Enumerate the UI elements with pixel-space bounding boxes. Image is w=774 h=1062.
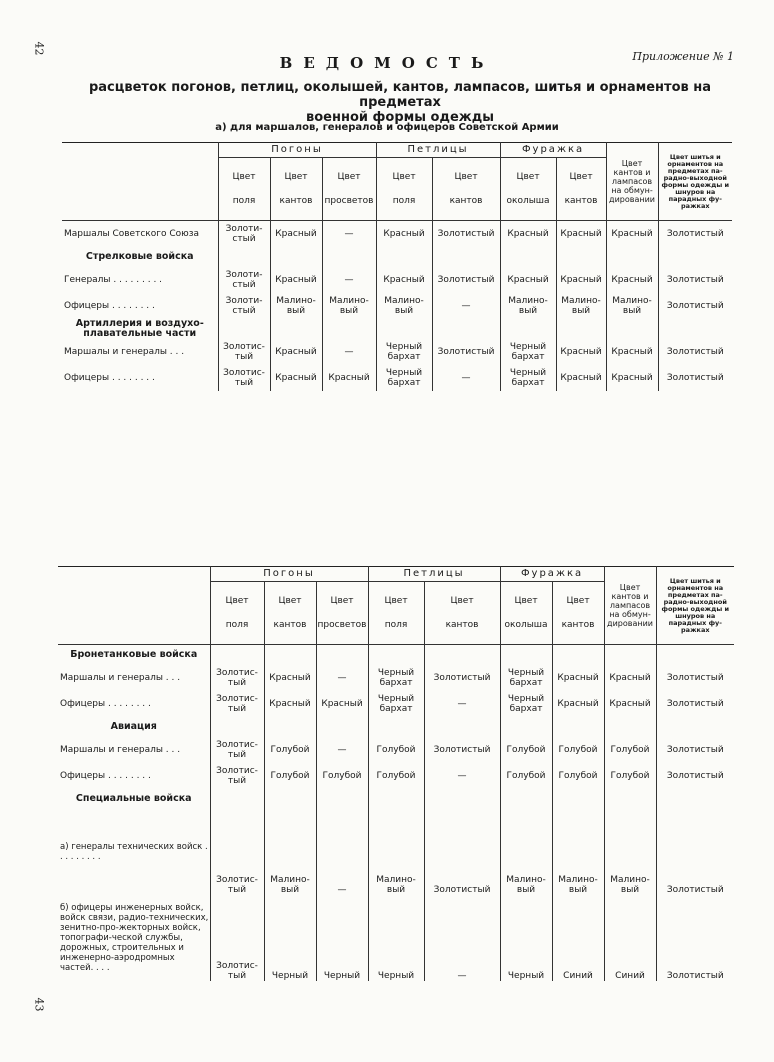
table-1-body (62, 221, 732, 392)
color-cell: — (322, 221, 376, 248)
color-cell: Черный (368, 895, 424, 981)
color-cell: Голубой (368, 763, 424, 789)
section-heading: Артиллерия и воздухо-плавательные части (62, 319, 218, 339)
row-label: Офицеры . . . . . . . . (62, 365, 218, 391)
row-label: Генералы . . . . . . . . . (62, 267, 218, 293)
color-cell: Синий (604, 895, 656, 981)
empty-cell (376, 319, 432, 339)
empty-cell (604, 645, 656, 666)
empty-cell (552, 645, 604, 666)
empty-cell (368, 717, 424, 737)
color-cell: — (316, 809, 368, 895)
header-prosvetov: просветов (324, 196, 374, 206)
header-cell (270, 158, 322, 221)
color-cell: Малино-вый (552, 809, 604, 895)
color-cell: Черный (500, 895, 552, 981)
empty-cell (368, 789, 424, 809)
table-row (58, 691, 734, 717)
table-row (62, 293, 732, 319)
color-cell: Красный (556, 221, 606, 248)
color-cell: Золотис-тый (210, 895, 264, 981)
empty-cell (264, 789, 316, 809)
header-kantov: кантов (273, 620, 307, 630)
empty-cell (316, 789, 368, 809)
header-tsvet: Цвет (454, 172, 478, 182)
empty-cell (218, 247, 270, 267)
color-cell: Голубой (264, 737, 316, 763)
table-row (58, 763, 734, 789)
color-cell: Голубой (604, 763, 656, 789)
color-cell: — (316, 737, 368, 763)
header-cell (556, 158, 606, 221)
color-cell: Малино-вый (500, 293, 556, 319)
header-tsvet: Цвет (284, 172, 308, 182)
empty-cell (500, 645, 552, 666)
header-polya: поля (232, 196, 256, 206)
section-row (62, 247, 732, 267)
header-tsvet: Цвет (514, 596, 538, 606)
color-cell: Красный (606, 339, 658, 365)
empty-cell (552, 789, 604, 809)
color-cell: Черный (264, 895, 316, 981)
empty-cell (656, 789, 734, 809)
empty-cell (424, 645, 500, 666)
header-tsvet: Цвет (232, 172, 256, 182)
header-polya: поля (392, 196, 416, 206)
empty-cell (210, 717, 264, 737)
empty-cell (604, 717, 656, 737)
header-kanty-lampasy: Цвет кантов и лампасов на обмун-дировании (606, 143, 658, 221)
row-label: Маршалы и генералы . . . (58, 665, 210, 691)
color-cell: Красный (552, 691, 604, 717)
row-label: Офицеры . . . . . . . . (58, 691, 210, 717)
color-cell: Золотис-тый (210, 763, 264, 789)
header-furazhka: Фуражка (500, 143, 606, 158)
section-row (58, 645, 734, 666)
header-tsvet: Цвет (330, 596, 354, 606)
empty-cell (658, 247, 732, 267)
color-cell: Черный бархат (368, 691, 424, 717)
header-furazhka: Фуражка (500, 567, 604, 582)
color-cell: Красный (500, 267, 556, 293)
page-number-bottom: 43 (32, 997, 46, 1012)
color-cell: — (424, 691, 500, 717)
empty-cell (556, 247, 606, 267)
color-cell: Золотистый (658, 339, 732, 365)
color-cell: Золотистый (658, 293, 732, 319)
color-cell: Золотис-тый (210, 809, 264, 895)
header-tsvet: Цвет (225, 596, 249, 606)
color-cell: Голубой (368, 737, 424, 763)
empty-cell (316, 645, 368, 666)
header-shitye: Цвет шитья и орнаментов на предметах па-радно-выходной формы одежды и шнуров на парадных фу-ражках (656, 567, 734, 645)
empty-cell (368, 645, 424, 666)
color-cell: Красный (606, 365, 658, 391)
empty-cell (218, 319, 270, 339)
row-label-header (62, 143, 218, 221)
header-polya: поля (384, 620, 408, 630)
color-cell: Золотистый (656, 809, 734, 895)
table-row (62, 339, 732, 365)
table-2 (58, 566, 734, 981)
header-polya: поля (225, 620, 249, 630)
color-cell: Красный (316, 691, 368, 717)
header-tsvet: Цвет (569, 172, 593, 182)
header-cell (218, 158, 270, 221)
color-cell: — (424, 763, 500, 789)
header-okolysha: околыша (506, 196, 550, 206)
color-cell: — (322, 339, 376, 365)
table-row (58, 895, 734, 981)
row-label-header (58, 567, 210, 645)
color-cell: Красный (604, 665, 656, 691)
color-cell: Черный бархат (500, 339, 556, 365)
color-cell: Черный бархат (500, 691, 552, 717)
color-cell: Золотистый (424, 809, 500, 895)
row-label: Офицеры . . . . . . . . (58, 763, 210, 789)
subtitle-line-2: военной формы одежды (306, 110, 494, 125)
header-pogony: Погоны (218, 143, 376, 158)
header-cell (432, 158, 500, 221)
row-label: Маршалы и генералы . . . (58, 737, 210, 763)
empty-cell (264, 645, 316, 666)
empty-cell (556, 319, 606, 339)
color-cell: Красный (376, 267, 432, 293)
color-cell: Красный (604, 691, 656, 717)
section-heading: Авиация (58, 717, 210, 737)
header-kantov: кантов (445, 620, 479, 630)
row-label: Маршалы Советского Союза (62, 221, 218, 248)
color-cell: Золотис-тый (210, 737, 264, 763)
color-cell: Голубой (264, 763, 316, 789)
color-cell: Малино-вый (322, 293, 376, 319)
empty-cell (432, 247, 500, 267)
row-label: б) офицеры инженерных войск, войск связи, радио-технических, зенитно-про-жекторных войск, топографи-ческой службы, дорожных, строительных и инженерно-аэродромных частей. . . . (58, 895, 210, 981)
header-tsvet: Цвет (337, 172, 361, 182)
empty-cell (424, 789, 500, 809)
header-cell (368, 582, 424, 645)
color-cell: — (432, 293, 500, 319)
header-cell (264, 582, 316, 645)
color-cell: — (322, 267, 376, 293)
color-cell: Красный (606, 221, 658, 248)
color-cell: Красный (606, 267, 658, 293)
color-cell: Малино-вый (556, 293, 606, 319)
color-cell: Красный (270, 267, 322, 293)
color-cell: Золотис-тый (218, 365, 270, 391)
table-1 (62, 142, 732, 391)
header-tsvet: Цвет (392, 172, 416, 182)
empty-cell (432, 319, 500, 339)
header-tsvet: Цвет (278, 596, 302, 606)
section-row (58, 789, 734, 809)
header-cell (424, 582, 500, 645)
section-heading: Специальные войска (58, 789, 210, 809)
header-tsvet: Цвет (450, 596, 474, 606)
empty-cell (376, 247, 432, 267)
empty-cell (604, 789, 656, 809)
header-kanty-lampasy: Цвет кантов и лампасов на обмун-дировании (604, 567, 656, 645)
color-cell: Малино-вый (500, 809, 552, 895)
header-cell (322, 158, 376, 221)
header-cell (376, 158, 432, 221)
row-label: а) генералы технических войск . . . . . . . . . (58, 809, 210, 895)
color-cell: Золотис-тый (210, 665, 264, 691)
header-shitye: Цвет шитья и орнаментов на предметах па-радно-выходной формы одежды и шнуров на парадных фу-ражках (658, 143, 732, 221)
empty-cell (606, 247, 658, 267)
header-cell (500, 582, 552, 645)
color-cell: Красный (556, 365, 606, 391)
page-subtitle (60, 80, 740, 125)
empty-cell (656, 717, 734, 737)
header-cell (210, 582, 264, 645)
section-row (62, 319, 732, 339)
header-kantov: кантов (449, 196, 483, 206)
empty-cell (316, 717, 368, 737)
color-cell: Черный бархат (376, 339, 432, 365)
empty-cell (658, 319, 732, 339)
empty-cell (264, 717, 316, 737)
table-row (58, 809, 734, 895)
color-cell: Золотистый (656, 763, 734, 789)
color-cell: Золоти-стый (218, 267, 270, 293)
color-cell: Золотистый (432, 267, 500, 293)
color-cell: Черный бархат (500, 665, 552, 691)
empty-cell (552, 717, 604, 737)
color-cell: Золотис-тый (218, 339, 270, 365)
header-cell (316, 582, 368, 645)
color-cell: Золотистый (658, 365, 732, 391)
table-row (62, 221, 732, 248)
color-cell: Золоти-стый (218, 293, 270, 319)
header-tsvet: Цвет (566, 596, 590, 606)
header-tsvet: Цвет (516, 172, 540, 182)
empty-cell (500, 717, 552, 737)
color-cell: Красный (270, 365, 322, 391)
table-row (58, 737, 734, 763)
color-cell: Красный (500, 221, 556, 248)
color-cell: Голубой (552, 737, 604, 763)
color-cell: Золотистый (656, 895, 734, 981)
section-heading: Бронетанковые войска (58, 645, 210, 666)
header-cell (552, 582, 604, 645)
color-cell: Золотистый (658, 267, 732, 293)
empty-cell (500, 789, 552, 809)
color-cell: Золотистый (656, 665, 734, 691)
color-cell: Красный (376, 221, 432, 248)
appendix-label: Приложение № 1 (632, 50, 734, 63)
color-cell: Голубой (316, 763, 368, 789)
color-cell: Голубой (500, 763, 552, 789)
header-petlitsy: Петлицы (376, 143, 500, 158)
empty-cell (270, 319, 322, 339)
header-kantov: кантов (279, 196, 313, 206)
section-row (58, 717, 734, 737)
header-tsvet: Цвет (384, 596, 408, 606)
color-cell: Черный бархат (500, 365, 556, 391)
empty-cell (210, 789, 264, 809)
color-cell: Красный (270, 221, 322, 248)
color-cell: Золотистый (432, 339, 500, 365)
empty-cell (500, 319, 556, 339)
page-number-top: 42 (32, 41, 46, 56)
color-cell: Красный (556, 339, 606, 365)
color-cell: Черный бархат (368, 665, 424, 691)
header-pogony: Погоны (210, 567, 368, 582)
color-cell: Малино-вый (376, 293, 432, 319)
color-cell: Красный (556, 267, 606, 293)
empty-cell (424, 717, 500, 737)
color-cell: Золотистый (424, 665, 500, 691)
header-kantov: кантов (561, 620, 595, 630)
color-cell: Золотистый (656, 737, 734, 763)
color-cell: Красный (264, 665, 316, 691)
color-cell: Золотистый (656, 691, 734, 717)
color-cell: Малино-вый (606, 293, 658, 319)
color-cell: Красный (322, 365, 376, 391)
empty-cell (322, 319, 376, 339)
header-cell (500, 158, 556, 221)
header-okolysha: околыша (504, 620, 548, 630)
row-label: Офицеры . . . . . . . . (62, 293, 218, 319)
color-cell: Малино-вый (270, 293, 322, 319)
table-row (62, 267, 732, 293)
empty-cell (322, 247, 376, 267)
color-cell: Малино-вый (264, 809, 316, 895)
empty-cell (210, 645, 264, 666)
empty-cell (270, 247, 322, 267)
header-kantov: кантов (564, 196, 598, 206)
page-title: ВЕДОМОСТЬ (279, 54, 495, 72)
color-cell: Золотис-тый (210, 691, 264, 717)
empty-cell (500, 247, 556, 267)
empty-cell (656, 645, 734, 666)
table-row (62, 365, 732, 391)
color-cell: Золотистый (658, 221, 732, 248)
color-cell: Малино-вый (604, 809, 656, 895)
color-cell: Золотистый (424, 737, 500, 763)
color-cell: — (432, 365, 500, 391)
color-cell: Голубой (552, 763, 604, 789)
header-petlitsy: Петлицы (368, 567, 500, 582)
section-subheading: а) для маршалов, генералов и офицеров Советской Армии (215, 122, 559, 133)
table-row (58, 665, 734, 691)
color-cell: Голубой (500, 737, 552, 763)
color-cell: Черный (316, 895, 368, 981)
row-label: Маршалы и генералы . . . (62, 339, 218, 365)
color-cell: Красный (264, 691, 316, 717)
color-cell: Красный (270, 339, 322, 365)
color-cell: Черный бархат (376, 365, 432, 391)
color-cell: — (316, 665, 368, 691)
section-heading: Стрелковые войска (62, 247, 218, 267)
color-cell: Голубой (604, 737, 656, 763)
subtitle-line-1: расцветок погонов, петлиц, околышей, кантов, лампасов, шитья и орнаментов на предметах (88, 80, 712, 110)
color-cell: — (424, 895, 500, 981)
color-cell: Малино-вый (368, 809, 424, 895)
color-cell: Золоти-стый (218, 221, 270, 248)
table-2-body (58, 645, 734, 982)
color-cell: Синий (552, 895, 604, 981)
color-cell: Золотистый (432, 221, 500, 248)
empty-cell (606, 319, 658, 339)
color-cell: Красный (552, 665, 604, 691)
header-prosvetov: просветов (317, 620, 367, 630)
